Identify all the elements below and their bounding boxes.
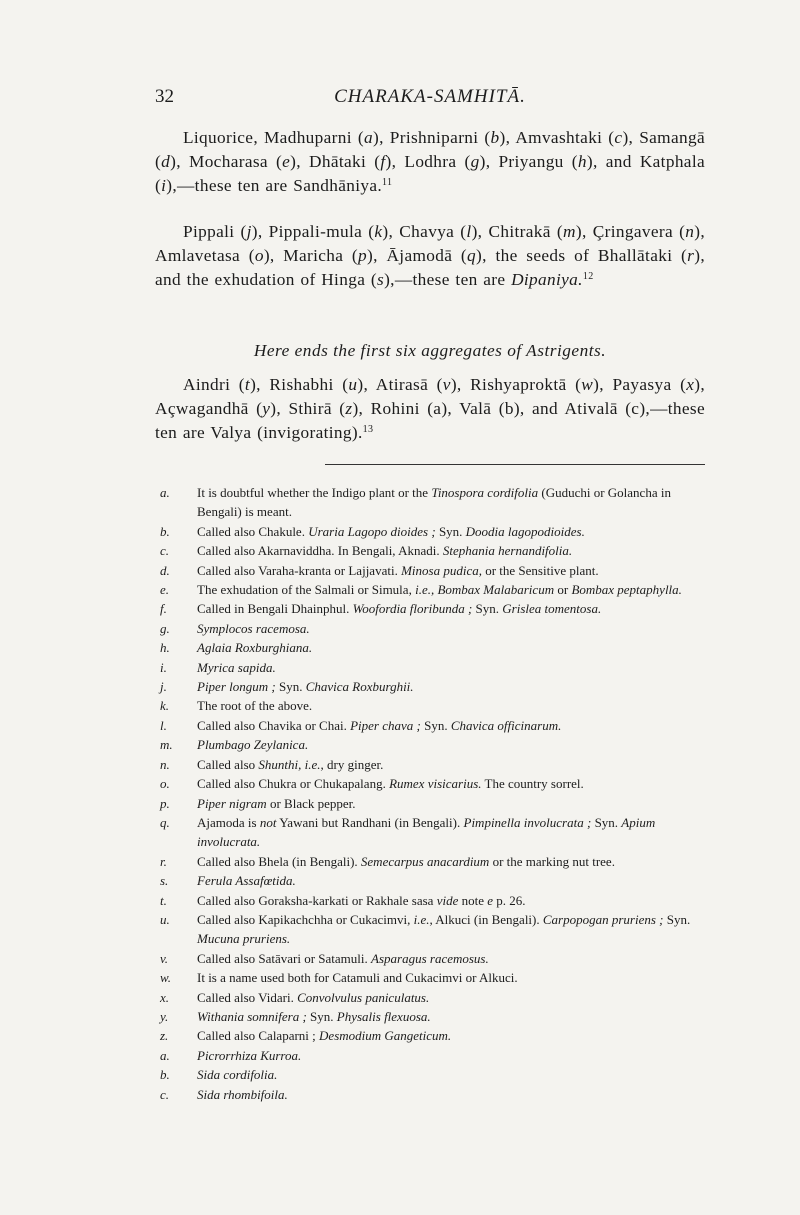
text-run: ), Atirasā ( [357, 375, 443, 394]
botanical-name: Convolvulus paniculatus. [297, 989, 430, 1005]
footnote-key: p. [160, 795, 170, 811]
footnote-letter: t [244, 375, 251, 394]
text-run: The country sorrel. [481, 776, 584, 792]
text-run: or the Sensitive plant. [481, 562, 599, 578]
text-run: ), Samangā ( [155, 128, 705, 171]
running-title: CHARAKA-SAMHITĀ. [334, 86, 526, 107]
endnote-marker: 13 [362, 424, 374, 435]
footnote-text [197, 891, 710, 910]
footnote [160, 1085, 710, 1104]
footnote [160, 988, 710, 1007]
botanical-name: Grislea tomentosa. [502, 601, 602, 617]
footnote-text [197, 794, 710, 813]
footnote [160, 677, 710, 696]
footnote-letter: f [380, 152, 386, 171]
botanical-name: Mucuna pruriens. [197, 931, 291, 947]
footnote-letter: c [614, 128, 623, 147]
endnote-marker: 11 [382, 177, 393, 188]
botanical-name: Desmodium Gangeticum. [319, 1028, 452, 1044]
footnote-key: x. [160, 989, 170, 1005]
paragraph-valya [155, 373, 705, 445]
footnote-letter: b [490, 128, 500, 147]
footnote [160, 561, 710, 580]
text-run: ), Payasya ( [593, 375, 687, 394]
text-run: Aindri ( [183, 375, 245, 394]
footnote-key: f. [160, 601, 167, 617]
text-run: note [458, 892, 488, 908]
botanical-name: Uraria Lagopo dioides ; [308, 523, 436, 539]
botanical-name: Tinospora cordifolia [431, 485, 539, 500]
botanical-name: Asparagus racemosus. [371, 950, 489, 966]
footnote-key: m. [160, 737, 173, 753]
footnote-text [197, 949, 710, 968]
text-run: ), Mocharasa ( [170, 152, 283, 171]
text-run: or Black pepper. [266, 795, 356, 811]
footnote-key: c. [160, 1086, 170, 1102]
text-run: ), Amvashtaki ( [499, 128, 615, 147]
text-run: ), Priyangu ( [479, 152, 578, 171]
botanical-name: Bombax peptaphylla. [571, 582, 682, 598]
footnote [160, 638, 710, 657]
footnote-text [197, 541, 710, 560]
footnote-text [197, 1085, 710, 1104]
footnote [160, 794, 710, 813]
text-run: ), Çringavera ( [575, 222, 686, 241]
text-run: ), Açwagandhā ( [155, 375, 706, 418]
text-run: Syn. [420, 717, 451, 733]
footnote [160, 1046, 710, 1065]
footnote [160, 658, 710, 677]
footnote-key: i. [160, 659, 167, 675]
footnote-letter: Dipaniya. [511, 270, 583, 289]
botanical-name: Rumex visicarius. [389, 776, 482, 792]
botanical-name: Withania somnifera ; [197, 1008, 307, 1024]
footnote-letter: w [581, 375, 594, 394]
footnote-letter: s [377, 270, 385, 289]
paragraph-dipaniya [155, 220, 705, 292]
text-run: The exhudation of the Salmali or Simula, [197, 582, 416, 598]
footnote-letter: j [246, 222, 252, 241]
footnote-key: u. [160, 911, 170, 927]
text-run: Called also Akarnaviddha. In Bengali, Aknadi. [197, 543, 443, 559]
footnote-letter: g [470, 152, 480, 171]
footnote-key: y. [160, 1008, 169, 1024]
botanical-name: Apium involucrata. [197, 814, 656, 850]
footnote-key: o. [160, 776, 170, 792]
footnote-key: r. [160, 853, 167, 869]
footnote-key: j. [160, 679, 167, 695]
footnote-text [197, 580, 710, 599]
footnote-key: q. [160, 814, 170, 830]
footnote-text [197, 696, 710, 715]
text-run: Called also [197, 756, 259, 772]
text-run: or the marking nut tree. [489, 853, 615, 869]
text-run: ), Lodhra ( [385, 152, 471, 171]
text-run: ), Prishniparni ( [373, 128, 491, 147]
footnote-text [197, 1046, 710, 1065]
footnote-letter: e [282, 152, 291, 171]
botanical-name: Symplocos racemosa. [197, 620, 310, 636]
text-run: Syn. [435, 523, 466, 539]
footnote-letter: z [345, 399, 353, 418]
botanical-name: e [487, 892, 494, 908]
footnote-key: h. [160, 640, 170, 656]
footnote-text [197, 1026, 710, 1045]
text-run: ), Chitrakā ( [471, 222, 563, 241]
text-run: Syn. [306, 1008, 337, 1024]
footnote-key: g. [160, 620, 170, 636]
footnote-letter: x [686, 375, 695, 394]
botanical-name: Plumbago Zeylanica. [197, 737, 309, 753]
botanical-name: Carpopogan pruriens ; [542, 911, 664, 927]
text-run: Called also Chakule. [197, 523, 309, 539]
footnote [160, 871, 710, 890]
text-run: It is a name used both for Catamuli and Cukacimvi or Alkuci. [197, 970, 518, 986]
text-run: Called also Bhela (in Bengali). [197, 853, 361, 869]
footnote-text [197, 852, 710, 871]
footnote-text [197, 638, 710, 657]
footnote-letter: d [161, 152, 171, 171]
text-run: Called also Vidari. [197, 989, 298, 1005]
text-run: Called also Chavika or Chai. [197, 717, 351, 733]
footnote-key: b. [160, 523, 170, 539]
footnote [160, 774, 710, 793]
botanical-name: Sida cordifolia. [197, 1067, 278, 1083]
footnote [160, 1065, 710, 1084]
footnote [160, 541, 710, 560]
footnote [160, 813, 710, 852]
text-run: Called also Satāvari or Satamuli. [197, 950, 372, 966]
text-run: ),—these ten are Sandhāniya. [166, 176, 383, 195]
text-run: Called also Calaparni ; [197, 1028, 320, 1044]
footnote [160, 599, 710, 618]
footnote-key: d. [160, 562, 170, 578]
footnote-letter: l [466, 222, 472, 241]
botanical-name: Minosa pudica, [401, 562, 482, 578]
botanical-name: Piper nigram [197, 795, 267, 811]
botanical-name: Aglaia Roxburghiana. [197, 640, 313, 656]
footnote-text [197, 871, 710, 890]
footnote-letter: q [467, 246, 477, 265]
footnote-letter: v [442, 375, 451, 394]
footnote [160, 1007, 710, 1026]
text-run: ), Rohini (a), Valā (b), and Ativalā (c),—these ten are Valya (invigorating). [155, 399, 705, 442]
footnote [160, 910, 710, 949]
text-run: ), and the exhudation of Hinga ( [155, 246, 705, 289]
text-run: Called also Goraksha-karkati or Rakhale sasa [197, 892, 437, 908]
footnote-key: k. [160, 698, 170, 714]
footnote-text [197, 910, 710, 949]
paragraph-sandhaniya [155, 126, 705, 198]
text-run: p. 26. [493, 892, 526, 908]
footnote-text [197, 483, 710, 522]
footnote-key: s. [160, 873, 169, 889]
botanical-name: Ferula Assafœtida. [197, 873, 296, 889]
text-run: The root of the above. [197, 698, 313, 714]
text-run: Called also Varaha-kranta or Lajjavati. [197, 562, 402, 578]
botanical-name: Piper longum ; [197, 679, 276, 695]
text-run: ), Ājamodā ( [367, 246, 468, 265]
text-run: Syn. [591, 814, 622, 830]
footnote-letter: n [685, 222, 695, 241]
botanical-name: Semecarpus anacardium [360, 853, 490, 869]
footnote [160, 1026, 710, 1045]
footnote-letter: r [687, 246, 695, 265]
footnote [160, 968, 710, 987]
footnote-text [197, 735, 710, 754]
footnote-text [197, 619, 710, 638]
footnote-letter: p [358, 246, 368, 265]
botanical-name: Chavica Roxburghii. [305, 679, 414, 695]
footnotes [160, 483, 710, 1104]
footnote [160, 696, 710, 715]
footnote-letter: h [577, 152, 587, 171]
text-run: ), Pippali-mula ( [251, 222, 375, 241]
botanical-name: Chavica officinarum. [450, 717, 562, 733]
botanical-name: Woofordia floribunda ; [352, 601, 473, 617]
text-run: dry ginger. [323, 756, 384, 772]
footnote-key: z. [160, 1028, 169, 1044]
text-run: ), Amlavetasa ( [155, 222, 706, 265]
footnote-key: e. [160, 582, 170, 598]
footnote-key: c. [160, 543, 170, 559]
text-run: ), Chavya ( [382, 222, 467, 241]
text-run: Liquorice, Madhuparni ( [183, 128, 365, 147]
text-run: ), Sthirā ( [270, 399, 346, 418]
botanical-name: Pimpinella involucrata ; [463, 814, 592, 830]
footnote-key: l. [160, 717, 167, 733]
text-run: ), the seeds of Bhallātaki ( [476, 246, 688, 265]
text-run: ),—these ten are [384, 270, 512, 289]
text-run: ), Dhātaki ( [290, 152, 381, 171]
botanical-name: Physalis flexuosa. [336, 1008, 431, 1024]
section-subheading: Here ends the first six aggregates of Astrigents. [253, 341, 607, 360]
footnote [160, 580, 710, 599]
endnote-marker: 12 [582, 271, 594, 282]
botanical-name: i.e., Bombax Malabaricum [415, 582, 555, 598]
text-run: (Guduchi or Golancha in Bengali) is meant. [197, 485, 671, 520]
text-run: ), Maricha ( [263, 246, 359, 265]
botanical-name: not [259, 814, 277, 830]
text-run: Yawani but Randhani (in Bengali). [276, 814, 464, 830]
footnote [160, 852, 710, 871]
footnote-text [197, 755, 710, 774]
text-run: It is doubtful whether the Indigo plant or the [197, 485, 432, 500]
text-run: Ajamoda is [197, 814, 260, 830]
footnote-text [197, 561, 710, 580]
botanical-name: Stephania hernandifolia. [442, 543, 573, 559]
text-run: ), Rishyaproktā ( [450, 375, 582, 394]
footnote [160, 522, 710, 541]
footnote [160, 619, 710, 638]
footnote-letter: i [161, 176, 167, 195]
page-header [155, 86, 705, 116]
footnote-text [197, 1065, 710, 1084]
footnote-text [197, 677, 710, 696]
footnote-text [197, 658, 710, 677]
footnote-divider [325, 464, 705, 465]
botanical-name: Picrorrhiza Kurroa. [197, 1047, 302, 1063]
footnote-key: a. [160, 1047, 170, 1063]
footnote-letter: o [254, 246, 264, 265]
footnote-text [197, 1007, 710, 1026]
botanical-name: Shunthi, i.e., [258, 756, 324, 772]
text-run: Syn. [472, 601, 503, 617]
footnote-text [197, 774, 710, 793]
footnote-letter: a [364, 128, 374, 147]
footnote-text [197, 716, 710, 735]
botanical-name: Sida rhombifoila. [197, 1086, 288, 1102]
text-run: Called also Kapikachchha or Cukacimvi, [197, 911, 414, 927]
footnote-letter: u [348, 375, 358, 394]
footnote-text [197, 599, 710, 618]
text-run: Alkuci (in Bengali). [432, 911, 543, 927]
footnote-key: a. [160, 485, 170, 500]
footnote-letter: y [262, 399, 271, 418]
footnote [160, 716, 710, 735]
footnote [160, 735, 710, 754]
footnote-key: v. [160, 950, 169, 966]
text-run: Called also Chukra or Chukapalang. [197, 776, 390, 792]
botanical-name: Piper chava ; [350, 717, 421, 733]
footnote-text [197, 968, 710, 987]
footnote-key: t. [160, 892, 167, 908]
footnote-letter: k [374, 222, 383, 241]
footnote-text [197, 522, 710, 541]
text-run: Called in Bengali Dhainphul. [197, 601, 353, 617]
botanical-name: Myrica sapida. [197, 659, 276, 675]
botanical-name: Doodia lagopodioides. [465, 523, 585, 539]
footnote-letter: m [563, 222, 576, 241]
botanical-name: vide [436, 892, 459, 908]
footnote-key: n. [160, 756, 170, 772]
text-run: ), and Katphala ( [155, 152, 706, 195]
page-number: 32 [155, 86, 174, 107]
text-run: Syn. [275, 679, 306, 695]
text-run: ), Rishabhi ( [250, 375, 349, 394]
footnote-key: b. [160, 1067, 170, 1083]
footnote [160, 483, 710, 522]
botanical-name: i.e., [413, 911, 433, 927]
footnote [160, 891, 710, 910]
text-run: Pippali ( [183, 222, 247, 241]
text-run: Syn. [663, 911, 691, 927]
footnote-text [197, 813, 710, 852]
footnote-text [197, 988, 710, 1007]
footnote [160, 949, 710, 968]
text-run: or [554, 582, 572, 598]
footnote [160, 755, 710, 774]
footnote-key: w. [160, 970, 171, 986]
